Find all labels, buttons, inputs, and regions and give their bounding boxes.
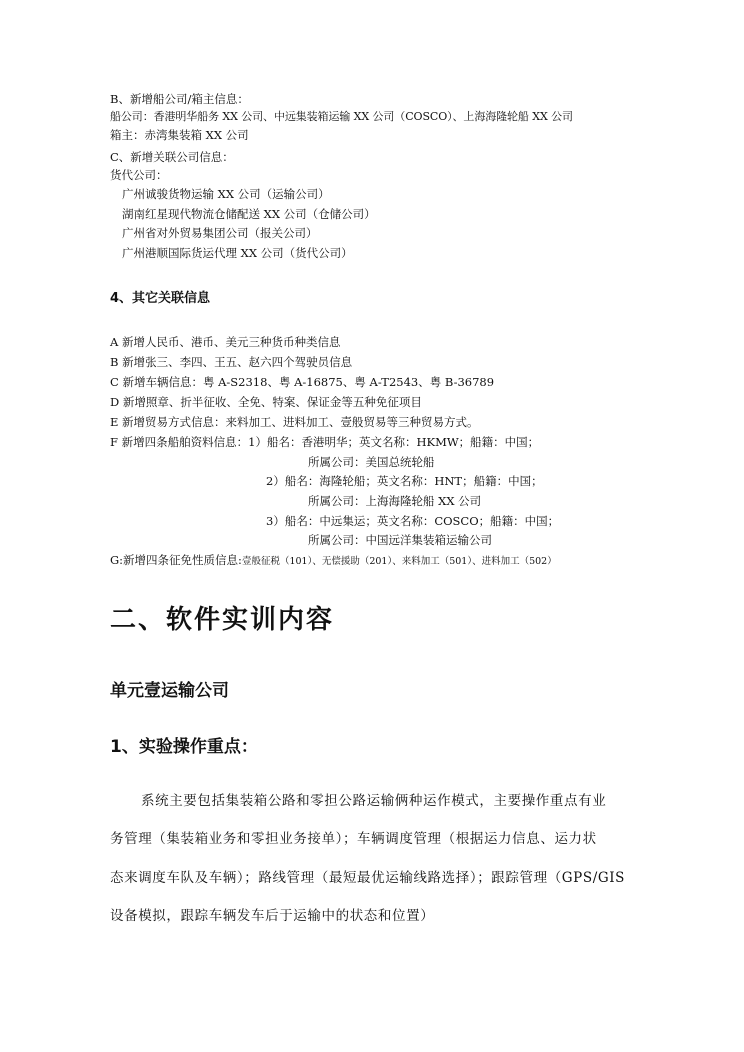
company-item: 广州港顺国际货运代理 XX 公司（货代公司） xyxy=(122,246,353,260)
chapter-title: 二、软件实训内容 xyxy=(110,605,335,635)
ship-company: 所属公司：美国总统轮船 xyxy=(308,455,435,469)
paragraph-line: 系统主要包括集装箱公路和零担公路运输俩种运作模式，主要操作重点有业 xyxy=(141,793,607,809)
unit-title: 单元壹运输公司 xyxy=(110,681,229,701)
ship-line: 2）船名：海隆轮船；英文名称：HNT；船籍：中国； xyxy=(266,474,543,488)
section-4-title: 4、其它关联信息 xyxy=(110,291,211,306)
paragraph-line: 态来调度车队及车辆）；路线管理（最短最优运输线路选择）；跟踪管理（GPS/GIS xyxy=(110,870,626,886)
company-item: 广州诚骏货物运输 XX 公司（运输公司） xyxy=(122,187,330,201)
ship-company: 所属公司：中国远洋集装箱运输公司 xyxy=(308,533,492,547)
section-b-heading: B、新增船公司/箱主信息： xyxy=(110,92,249,106)
info-item-g xyxy=(110,552,557,570)
paragraph-line: 设备模拟，跟踪车辆发车后于运输中的状态和位置） xyxy=(110,908,435,924)
paragraph-line: 务管理（集装箱业务和零担业务接单）；车辆调度管理（根据运力信息、运力状 xyxy=(110,831,597,847)
company-item: 广州省对外贸易集团公司（报关公司） xyxy=(122,226,318,240)
info-item-b: B 新增张三、李四、王五、赵六四个驾驶员信息 xyxy=(110,355,353,369)
info-item-g-values: 壹般征税（101）、无偿援助（201）、来料加工（501）、进料加工（502） xyxy=(241,556,557,567)
info-item-f: F 新增四条船舶资料信息：1）船名：香港明华；英文名称：HKMW；船籍：中国； xyxy=(110,435,540,449)
info-item-a: A 新增人民币、港币、美元三种货币种类信息 xyxy=(110,335,341,349)
section-c-heading: C、新增关联公司信息： xyxy=(110,150,234,164)
info-item-g-label: G:新增四条征免性质信息: xyxy=(110,553,242,567)
company-item: 湖南红星现代物流仓储配送 XX 公司（仓储公司） xyxy=(122,207,376,221)
info-item-c: C 新增车辆信息：粤 A-S2318、粤 A-16875、粤 A-T2543、粤 B-36789 xyxy=(110,375,495,389)
key-points-title: 1、实验操作重点： xyxy=(110,737,258,757)
info-item-e: E 新增贸易方式信息：来料加工、进料加工、壹般贸易等三种贸易方式。 xyxy=(110,415,479,429)
shipping-companies-line: 船公司：香港明华船务 XX 公司、中远集装箱运输 XX 公司（COSCO）、上海海隆轮船 XX 公司 xyxy=(110,110,573,123)
ship-company: 所属公司：上海海隆轮船 XX 公司 xyxy=(308,494,482,508)
ship-line: 3）船名：中远集运；英文名称：COSCO；船籍：中国； xyxy=(266,514,560,528)
container-owner-line: 箱主：赤湾集装箱 XX 公司 xyxy=(110,128,249,142)
forwarder-label: 货代公司： xyxy=(110,168,168,182)
info-item-d: D 新增照章、折半征收、全免、特案、保证金等五种免征项目 xyxy=(110,395,422,409)
